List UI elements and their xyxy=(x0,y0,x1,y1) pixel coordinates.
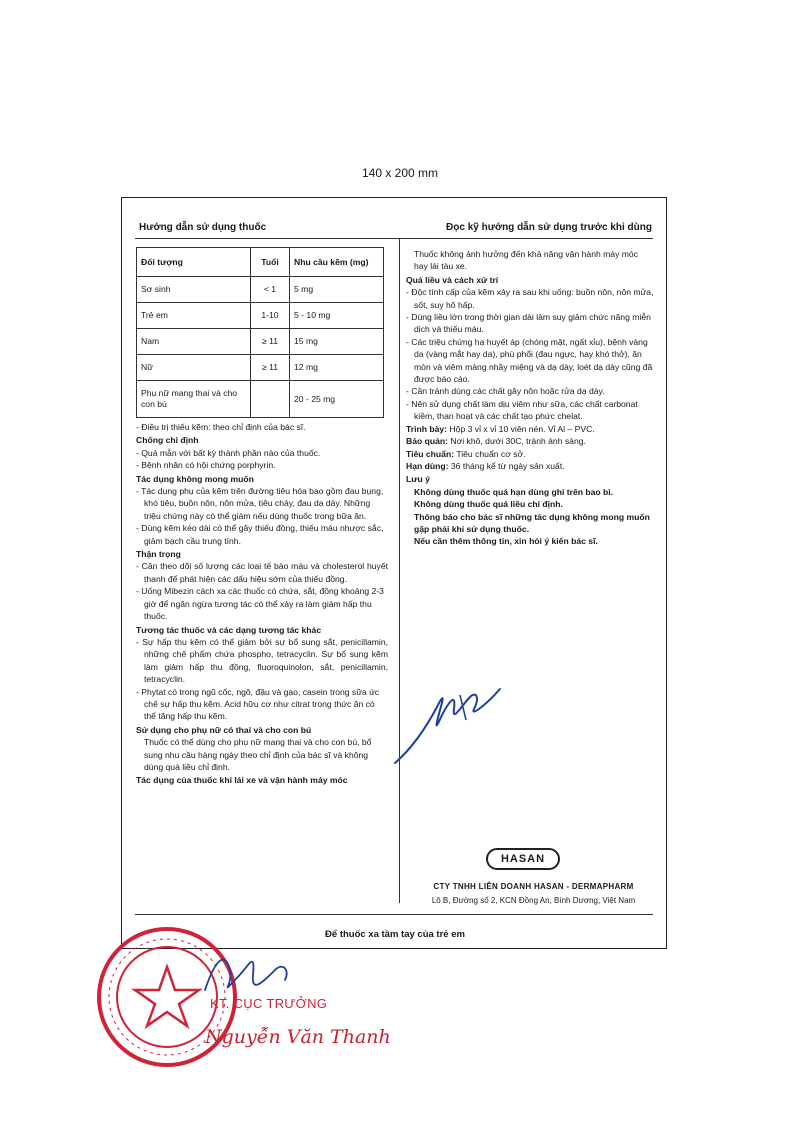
signature-mark xyxy=(390,675,530,770)
warning-line: Thông báo cho bác sĩ những tác dụng không mong muốn gặp phải khi sử dụng thuốc. xyxy=(414,511,650,534)
table-header-cell: Nhu cầu kẽm (mg) xyxy=(290,248,384,277)
paragraph: Thuốc có thể dùng cho phụ nữ mang thai và cho con bú, bổ sung nhu cầu hàng ngày theo chỉ định của bác sĩ và không dùng quá liều chỉ định. xyxy=(144,737,372,772)
section-title: Tác dụng của thuốc khi lái xe và vận hành máy móc xyxy=(136,775,348,786)
list-item: - Quá mẫn với bất kỳ thành phần nào của thuốc. xyxy=(136,447,321,458)
expiry-line xyxy=(406,460,654,472)
header-right-title: Đọc kỹ hướng dẫn sử dụng trước khi dùng xyxy=(446,222,652,233)
list-item: - Các triệu chứng hạ huyết áp (chóng mặt, ngất xỉu), bệnh vàng da (vàng mắt hay da), phù phổi (đau ngực, hay khó thở), ăn mòn và viêm màng nhầy miệng và dạ dày, loét dạ dày cũng đã được báo cáo. xyxy=(406,336,653,385)
storage-line xyxy=(406,435,654,447)
packaging-line xyxy=(406,423,654,435)
table-cell: ≥ 11 xyxy=(251,329,290,355)
list-item: - Bệnh nhân có hội chứng porphyrin. xyxy=(136,460,276,471)
leaflet-sheet xyxy=(121,197,667,949)
packaging-value: Hộp 3 vỉ x vỉ 10 viên nén. Vỉ Al – PVC. xyxy=(449,423,595,434)
section-title: Sử dụng cho phụ nữ có thai và cho con bú xyxy=(136,724,312,735)
table-cell: Sơ sinh xyxy=(137,277,251,303)
table-row xyxy=(137,329,384,355)
paragraph: Thuốc không ảnh hưởng đến khả năng vận hành máy móc hay lái tàu xe. xyxy=(414,249,638,272)
section-title: Tác dụng không mong muốn xyxy=(136,473,254,484)
warning-line: Không dùng thuốc quá liều chỉ định. xyxy=(414,499,563,510)
table-cell: 20 - 25 mg xyxy=(290,381,384,418)
section-title: Tương tác thuốc và các dạng tương tác khác xyxy=(136,624,322,635)
section-title: Chống chỉ định xyxy=(136,435,199,446)
section-title: Thận trọng xyxy=(136,549,181,560)
table-cell xyxy=(251,381,290,418)
expiry-value: 36 tháng kể từ ngày sản xuất. xyxy=(450,460,565,471)
signer-role: KT. CỤC TRƯỞNG xyxy=(210,996,328,1011)
section-title: Lưu ý xyxy=(406,474,430,485)
warning-line: Không dùng thuốc quá hạn dùng ghi trên bao bì. xyxy=(414,486,614,497)
table-cell: Phụ nữ mang thai và cho con bú xyxy=(137,381,251,418)
section-title: Quá liều và cách xử trí xyxy=(406,274,499,285)
header-divider xyxy=(135,238,653,239)
signer-name: Nguyễn Văn Thanh xyxy=(205,1026,391,1048)
table-header-cell: Tuổi xyxy=(251,248,290,277)
standard-label: Tiêu chuẩn: xyxy=(406,448,455,459)
dimension-label: 140 x 200 mm xyxy=(361,166,439,180)
expiry-label: Hạn dùng: xyxy=(406,460,449,471)
list-item: - Uống Mibezin cách xa các thuốc có chứa, sắt, đồng khoảng 2-3 giờ để ngăn ngừa tương tác có thể xảy ra làm giảm hấp thu thuốc. xyxy=(136,586,384,622)
standard-value: Tiêu chuẩn cơ sở. xyxy=(456,448,526,459)
footer-divider xyxy=(135,914,653,915)
company-name: CTY TNHH LIÊN DOANH HASAN - DERMAPHARM xyxy=(433,882,634,891)
table-cell: Nam xyxy=(137,329,251,355)
table-cell: 5 mg xyxy=(290,277,384,303)
table-cell: 5 - 10 mg xyxy=(290,303,384,329)
list-item: - Cần theo dõi số lượng các loại tế bào máu và cholesterol huyết thanh để phát hiện các dấu hiệu sớm của thiếu đồng. xyxy=(136,561,388,584)
left-column xyxy=(136,247,388,787)
list-item: - Nên sử dụng chất làm dịu viêm như sữa, các chất carbonat kiềm, than hoạt và các chất tạo phức chelat. xyxy=(406,398,638,422)
list-item: - Độc tính cấp của kẽm xảy ra sau khi uống: buồn nôn, nôn mửa, sốt, suy hô hấp. xyxy=(406,287,654,310)
list-item: - Dùng kẽm kéo dài có thể gây thiếu đồng, thiếu máu nhược sắc, giảm bạch cầu trung tính. xyxy=(136,523,384,546)
list-item: - Sự hấp thu kẽm có thể giảm bởi sự bổ sung sắt, penicillamin, những chế phẩm chứa phospho, tetracyclin. Sự bổ sung kẽm làm giảm hấp thu đồng, fluoroquinolon, sắt, penicillamin, tetracyclin. xyxy=(136,636,388,685)
warning-line: Nếu cần thêm thông tin, xin hỏi ý kiến bác sĩ. xyxy=(414,536,598,547)
header-left-title: Hướng dẫn sử dụng thuốc xyxy=(139,222,267,233)
standard-line xyxy=(406,448,654,460)
table-row xyxy=(137,355,384,381)
list-item: - Phytat có trong ngũ cốc, ngô, đậu và gạo, casein trong sữa ức chế sự hấp thu kẽm. Acid hữu cơ như citrat trong thức ăn có thể tăng hấp thu kẽm. xyxy=(136,686,380,722)
table-cell: 1-10 xyxy=(251,303,290,329)
table-cell: Trẻ em xyxy=(137,303,251,329)
company-address: Lô B, Đường số 2, KCN Đồng An, Bình Dương, Việt Nam xyxy=(431,896,636,905)
table-cell: 15 mg xyxy=(290,329,384,355)
right-column xyxy=(406,248,654,548)
list-item: - Dùng liều lớn trong thời gian dài làm suy giảm chức năng miễn dịch và thiếu máu. xyxy=(406,312,651,335)
table-row xyxy=(137,381,384,418)
table-header-cell: Đối tượng xyxy=(137,248,251,277)
dose-table xyxy=(136,247,384,418)
storage-label: Bảo quản: xyxy=(406,436,449,447)
deficiency-note: - Điều trị thiếu kẽm: theo chỉ định của bác sĩ. xyxy=(136,422,306,432)
table-row xyxy=(137,277,384,303)
table-cell: ≥ 11 xyxy=(251,355,290,381)
table-cell: < 1 xyxy=(251,277,290,303)
child-safety-note: Để thuốc xa tầm tay của trẻ em xyxy=(325,929,465,940)
storage-value: Nơi khô, dưới 30C, tránh ánh sáng. xyxy=(450,436,586,447)
list-item: - Cần tránh dùng các chất gây nôn hoặc rửa dạ dày. xyxy=(406,386,605,397)
packaging-label: Trình bày: xyxy=(406,423,448,434)
table-row xyxy=(137,303,384,329)
column-divider xyxy=(399,239,400,903)
hasan-logo: HASAN xyxy=(486,848,560,870)
table-header-row xyxy=(137,248,384,277)
list-item: - Tác dụng phụ của kẽm trên đường tiêu hóa bao gồm đau bụng, khó tiêu, buồn nôn, nôn mửa, tiêu chảy, đau dạ dày. Những triệu chứng này có thể giảm nếu dùng thuốc trong bữa ăn. xyxy=(136,486,384,521)
table-cell: Nữ xyxy=(137,355,251,381)
table-cell: 12 mg xyxy=(290,355,384,381)
